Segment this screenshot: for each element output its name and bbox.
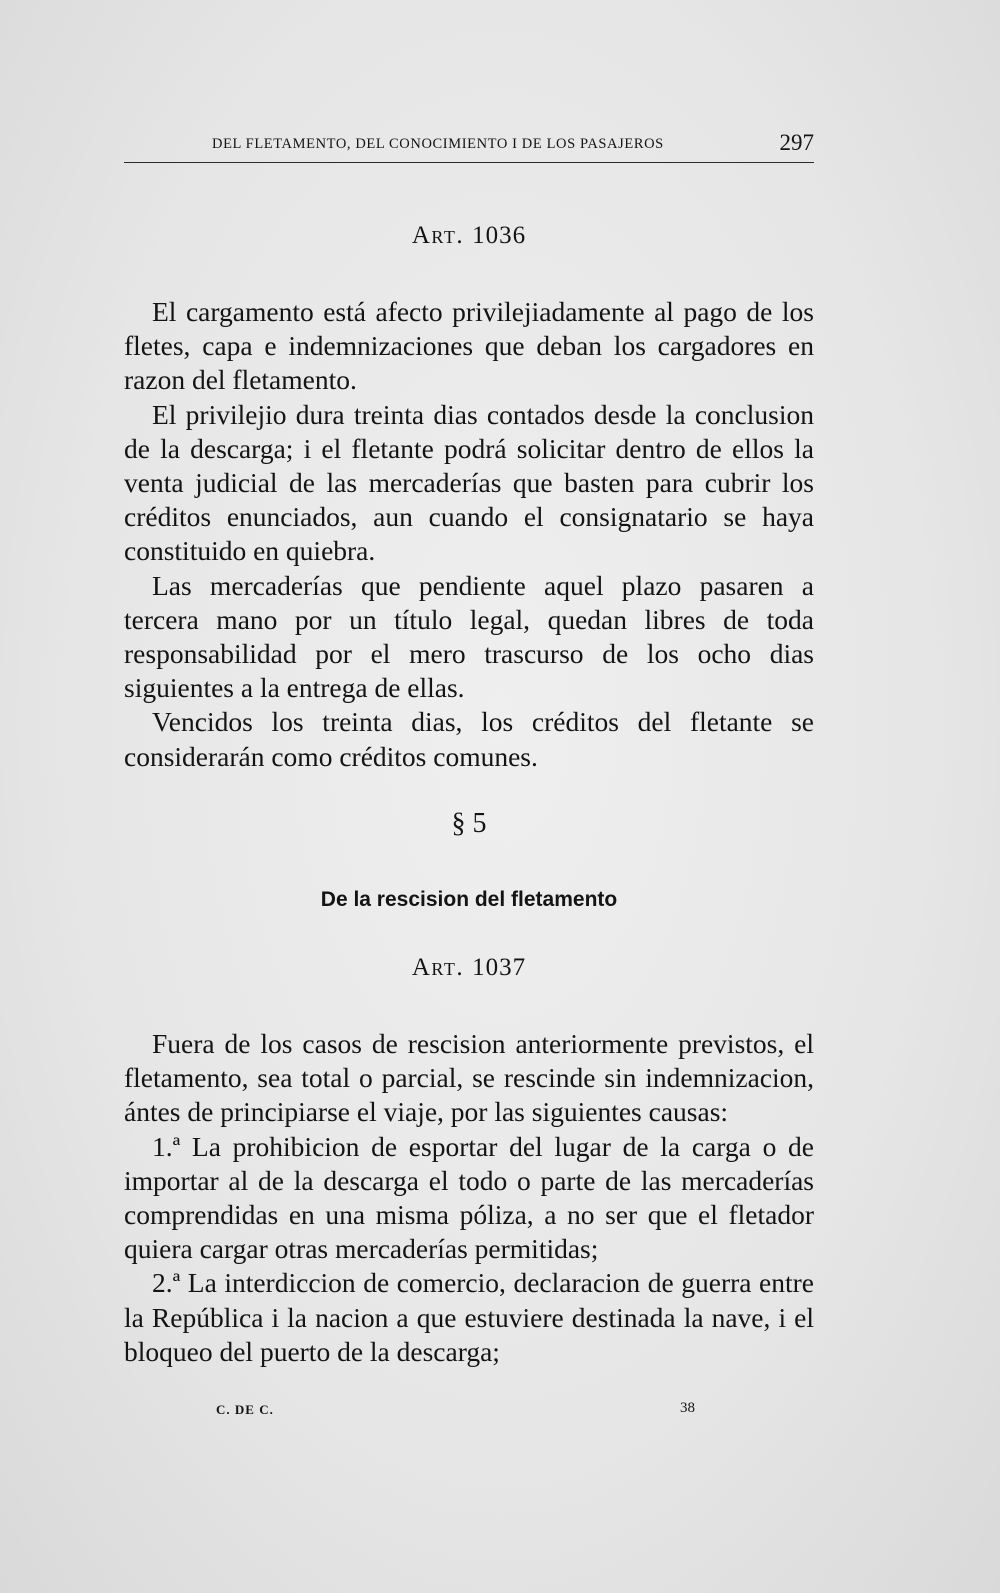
header-rule	[124, 162, 814, 163]
article-1036-number: 1036	[472, 222, 527, 249]
sheet-number: 38	[680, 1400, 695, 1416]
article-1036-paragraph-1: El cargamento está afecto privilejiadamente al pago de los fletes, capa e indemnizaciones que deban los cargadores en razon del fletamento.	[124, 296, 814, 396]
article-1036-heading	[124, 222, 814, 250]
article-1037-number: 1037	[472, 954, 527, 981]
article-1037-paragraph-2: 1.ª La prohibicion de esportar del lugar de la carga o de importar al de la descarga el todo o parte de las mercaderías comprendidas en una misma póliza, a no ser que el fletador quiera cargar otras mercaderías permitidas;	[124, 1130, 814, 1265]
article-1036-paragraph-3: Las mercaderías que pendiente aquel plazo pasaren a tercera mano por un título legal, quedan libres de toda responsabilidad por el mero trascurso de los ocho dias siguientes a la entrega de ellas.	[124, 569, 814, 704]
running-head	[124, 132, 814, 164]
section-title: De la rescision del fletamento	[320, 888, 618, 911]
running-head-title: DEL FLETAMENTO, DEL CONOCIMIENTO I DE LOS PASAJEROS	[212, 136, 664, 152]
article-1036-body	[124, 295, 814, 774]
article-1037-paragraph-1: Fuera de los casos de rescision anteriormente previstos, el fletamento, sea total o parcial, se rescinde sin indemnizacion, ántes de principiarse el viaje, por las siguientes causas:	[124, 1028, 814, 1128]
article-1037-body	[124, 1027, 814, 1369]
article-1037-paragraph-3: 2.ª La interdiccion de comercio, declaracion de guerra entre la República i la nacion a que estuviere destinada la nave, i el bloqueo del puerto de la descarga;	[124, 1267, 814, 1367]
section-number: § 5	[451, 808, 487, 839]
article-1036-paragraph-2: El privilejio dura treinta dias contados desde la conclusion de la descarga; i el fletante podrá solicitar dentro de ellos la venta judicial de las mercaderías que basten para cubrir los créditos enunciados, aun cuando el consignatario se haya constituido en quiebra.	[124, 398, 814, 567]
article-1036-paragraph-4: Vencidos los treinta dias, los créditos del fletante se considerarán como créditos comunes.	[124, 706, 814, 772]
article-1036-label: Art.	[411, 222, 465, 249]
printer-signature-mark: C. DE C.	[216, 1402, 274, 1417]
page-number: 297	[779, 130, 814, 155]
article-1037-heading	[124, 954, 814, 982]
article-1037-label: Art.	[411, 954, 465, 981]
